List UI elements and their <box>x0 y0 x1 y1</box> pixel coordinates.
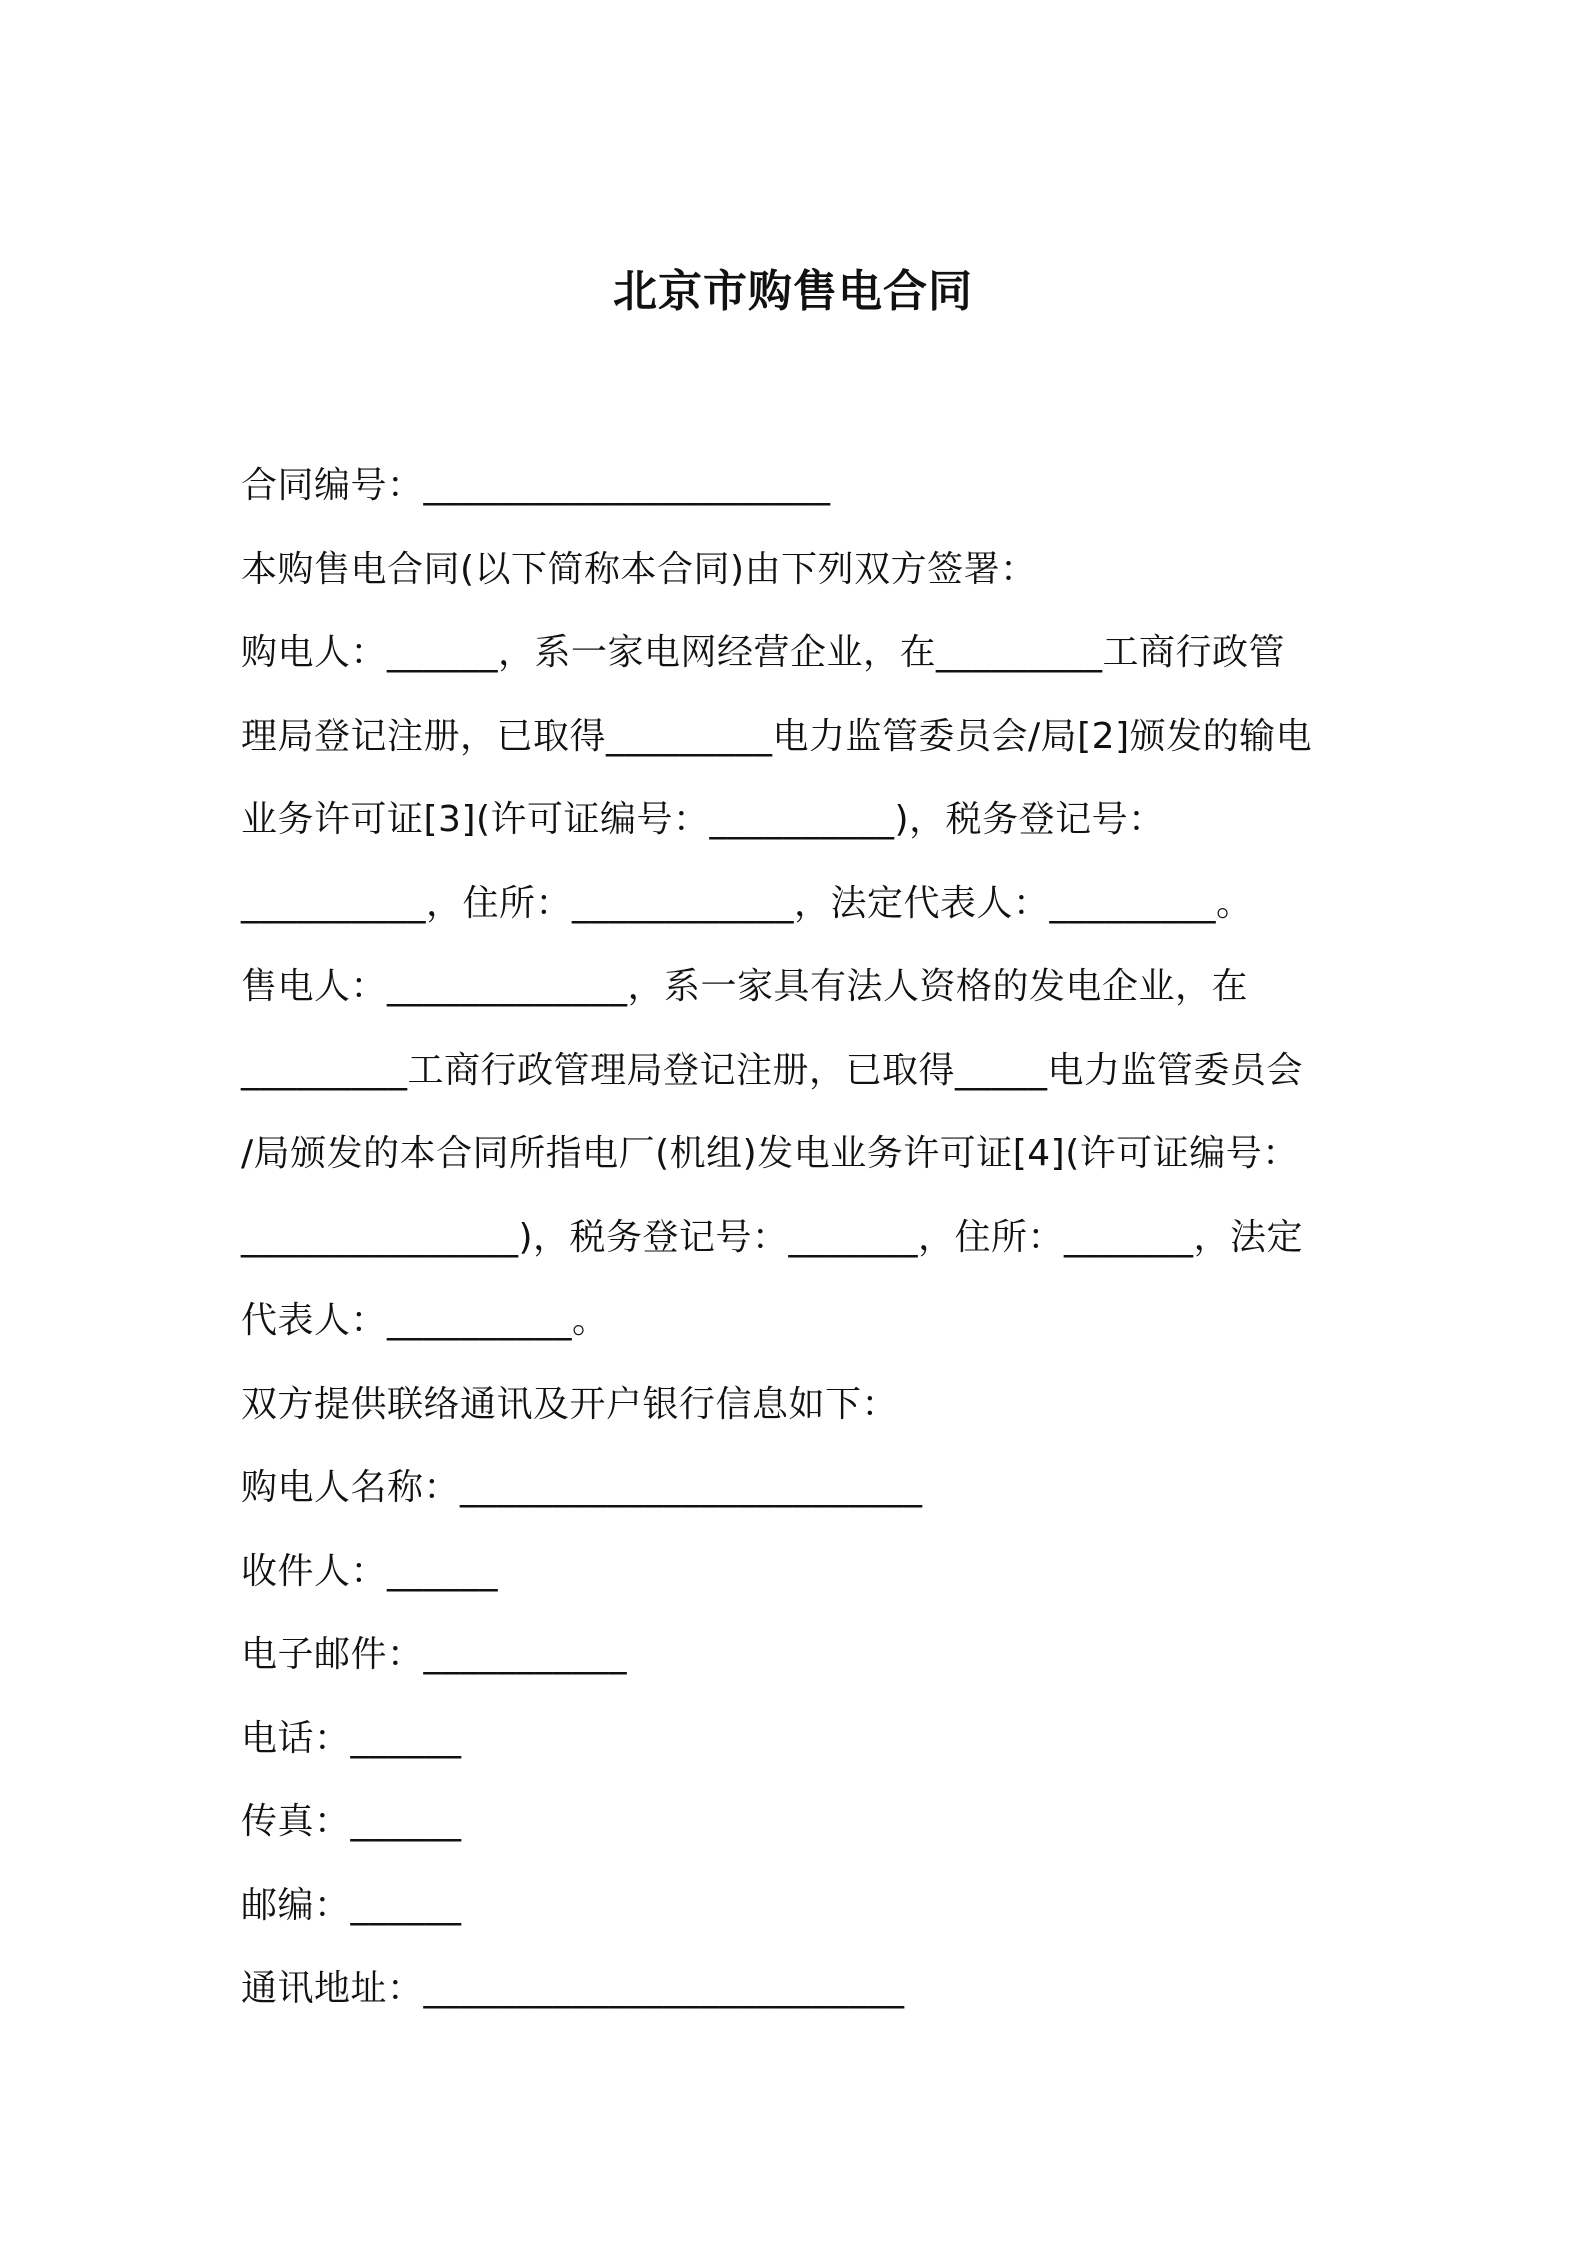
email-field-line: 电子邮件：___________ <box>241 1634 628 1675</box>
buyer-paragraph-line: 业务许可证[3](许可证编号：__________)，税务登记号： <box>241 799 1165 840</box>
fax-field-line: 传真：______ <box>241 1801 462 1842</box>
buyer-paragraph-line: 理局登记注册，已取得_________电力监管委员会/局[2]颁发的输电 <box>241 715 1313 757</box>
document-title: 北京市购售电合同 <box>613 266 973 317</box>
seller-paragraph-line: 代表人：__________。 <box>241 1300 609 1341</box>
phone-field-line: 电话：______ <box>241 1717 462 1759</box>
buyer-paragraph-line: 购电人：______，系一家电网经营企业，在_________工商行政管 <box>241 632 1286 673</box>
recipient-field-line: 收件人：______ <box>241 1550 499 1592</box>
seller-paragraph-line: /局颁发的本合同所指电厂(机组)发电业务许可证[4](许可证编号： <box>241 1133 1299 1174</box>
seller-paragraph-line: 售电人：_____________，系一家具有法人资格的发电企业，在 <box>241 966 1249 1007</box>
intro-line: 本购售电合同(以下简称本合同)由下列双方签署： <box>241 548 1037 590</box>
mailing-address-field-line: 通讯地址：__________________________ <box>241 1968 905 2009</box>
seller-paragraph-line: _________工商行政管理局登记注册，已取得_____电力监管委员会 <box>241 1049 1304 1091</box>
contact-info-intro-line: 双方提供联络通讯及开户银行信息如下： <box>241 1383 899 1425</box>
contract-number-line: 合同编号：______________________ <box>241 465 831 506</box>
contract-body <box>241 456 1361 2043</box>
seller-paragraph-line: _______________)，税务登记号：_______，住所：_______，法定 <box>241 1216 1304 1258</box>
buyer-name-field-line: 购电人名称：_________________________ <box>241 1467 923 1508</box>
buyer-paragraph-line: __________，住所：____________，法定代表人：_________。 <box>241 882 1253 924</box>
postcode-field-line: 邮编：______ <box>241 1884 462 1926</box>
